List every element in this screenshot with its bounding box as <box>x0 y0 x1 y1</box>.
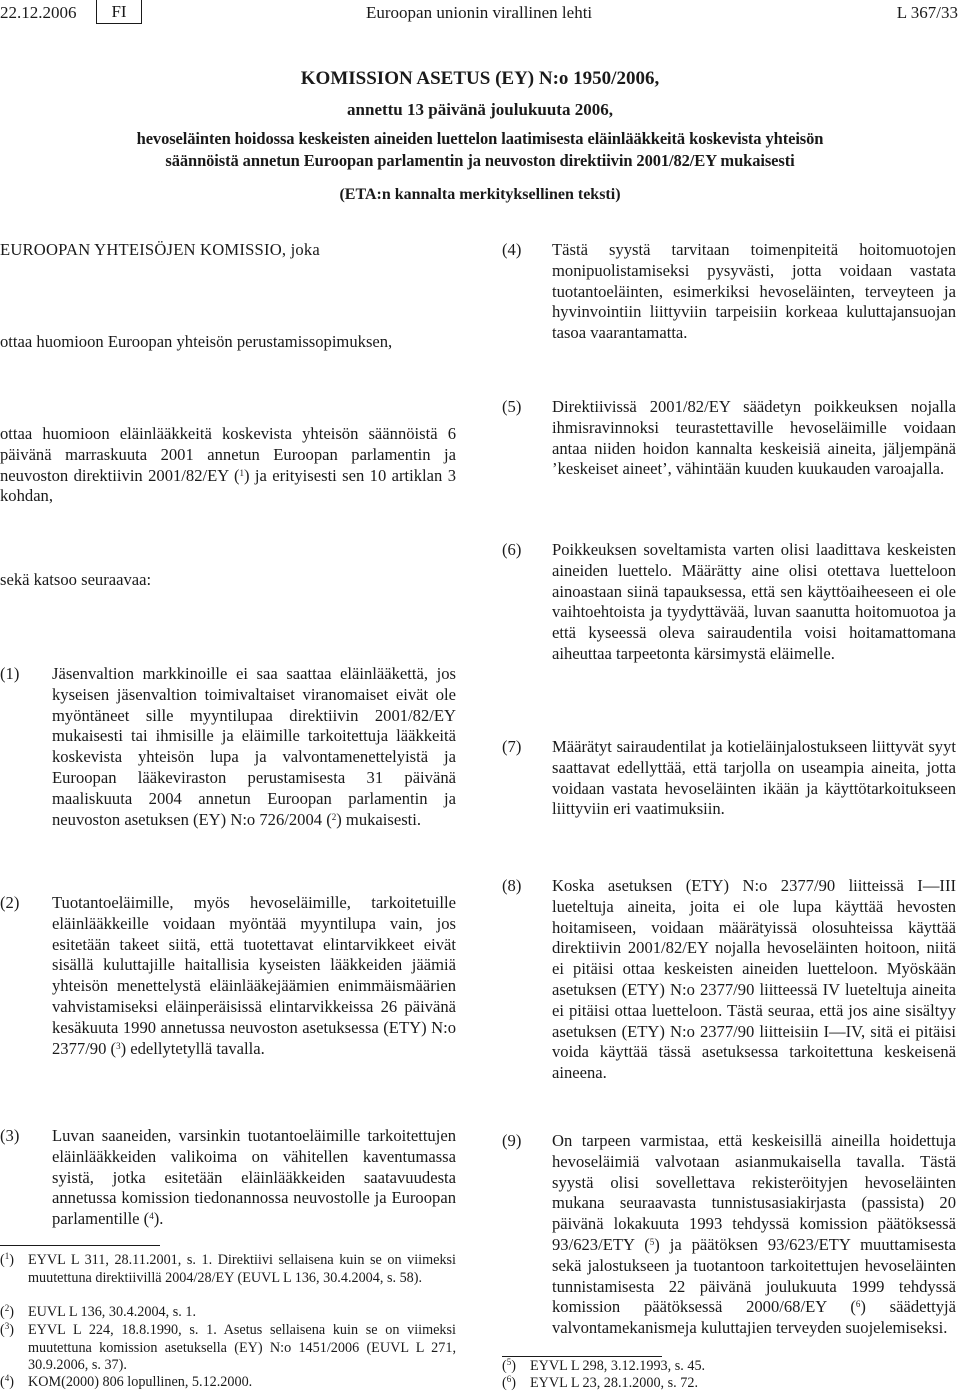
footnote-number: ($^4$) <box>0 1373 14 1390</box>
footnote-2: EUVL L 136, 30.4.2004, s. 1. <box>28 1304 197 1320</box>
regulation-subject-line2: säännöistä annetun Euroopan parlamentin ja neuvoston direktiivin 2001/82/EY mukaisesti <box>165 151 795 170</box>
language-code: FI <box>96 0 142 24</box>
footnote-ref: 2 <box>331 811 337 822</box>
journal-name: Euroopan unionin virallinen lehti <box>366 3 593 22</box>
regulation-subject-line1: hevoseläinten hoidossa keskeisten aineiden luettelon laatimisesta eläinlääkkeitä koskevista yhteisön <box>136 129 824 148</box>
footnote-1: EYVL L 311, 28.11.2001, s. 1. Direktiivi sellaisena kuin se on viimeksi muutettuna direktiivillä 2004/28/EY (EUVL L 136, 30.4.2004, s. 58). <box>28 1252 456 1286</box>
recital-number: (3) <box>0 1126 20 1145</box>
commission-intro: EUROOPAN YHTEISÖJEN KOMISSIO, joka <box>0 240 320 259</box>
recital-number: (6) <box>502 540 522 559</box>
recital-4: Tästä syystä tarvitaan toimenpiteitä hoitomuotojen monipuolistamiseksi pysyvästi, jotta voidaan vastata tuotantoeläinten, esimerkiksi hevoseläinten, terveyteen ja hyvinvointiin liittyviin tarpeisiin korkeaa kuluttajansuojan tasoa vaarantamatta. <box>552 240 956 343</box>
footnote-ref: 6 <box>855 1299 861 1310</box>
recital-7: Määrätyt sairaudentilat ja kotieläinjalostukseen liittyvät syyt saattavat edellyttää, että tarjolla on useampia aineita, jotta voidaan vastata hevoseläinten ikään ja käyttötarkoitukseen liittyviin eri vaatimuksiin. <box>552 737 956 819</box>
publication-date: 22.12.2006 <box>0 3 77 22</box>
recital-3: Luvan saaneiden, varsinkin tuotantoeläimille tarkoitettujen eläinlääkkeiden valikoima on vähitellen kaventumassa syistä, jotka esitetään eläinlääkkeiden saatavuudesta annetussa komission tiedonannossa neuvostolle ja Euroopan parlamentille ($^4$). <box>52 1126 456 1229</box>
recital-number: (4) <box>502 240 522 259</box>
recital-number: (1) <box>0 664 20 683</box>
regulation-title: KOMISSION ASETUS (EY) N:o 1950/2006, <box>300 68 660 89</box>
footnote-number: ($^1$) <box>0 1251 14 1268</box>
page-reference: L 367/33 <box>896 3 958 22</box>
footnote-separator <box>502 1356 662 1357</box>
recital-5: Direktiivissä 2001/82/EY säädetyn poikkeuksen nojalla ihmisravinnoksi teurastettaville hevoseläimille voidaan antaa niiden hoidon kannalta keskeisiä aineita, jäljempänä ’keskeiset aineet’, vähintään kuuden kuukauden varoajalla. <box>552 397 956 479</box>
footnote-ref: 1 <box>239 467 245 478</box>
recital-number: (8) <box>502 876 522 895</box>
footnote-3: EYVL L 224, 18.8.1990, s. 1. Asetus sellaisena kuin se on viimeksi muutettuna komission asetuksella (EY) N:o 1451/2006 (EUVL L 271, 30.9.2006, s. 37). <box>28 1322 456 1374</box>
footnote-number: ($^6$) <box>502 1374 516 1391</box>
footnote-6: EYVL L 23, 28.1.2000, s. 72. <box>530 1375 699 1391</box>
treaty-citation: ottaa huomioon Euroopan yhteisön perustamissopimuksen, <box>0 332 393 351</box>
recital-number: (9) <box>502 1131 522 1150</box>
footnote-4: KOM(2000) 806 lopullinen, 5.12.2000. <box>28 1374 253 1390</box>
recital-number: (7) <box>502 737 522 756</box>
whereas-intro: sekä katsoo seuraavaa: <box>0 570 152 589</box>
recital-1: Jäsenvaltion markkinoille ei saa saattaa eläinlääkettä, jos kyseisen jäsenvaltion toimivaltaiset viranomaiset eivät ole myöntäneet sille myyntilupaa direktiivin 2001/82/EY mukaisesti tai ihmisille ja eläimille tarkoitettuja lääkkeitä koskevista yhteisön lupa ja valvontamenettelyistä ja Euroopan lääkeviraston perustamisesta 31 päivänä maaliskuuta 2004 annetun Euroopan parlamentin ja neuvoston asetuksen (EY) N:o 726/2004 ($^2$) mukaisesti. <box>52 664 456 829</box>
footnote-ref: 5 <box>649 1236 655 1247</box>
footnote-5: EYVL L 298, 3.12.1993, s. 45. <box>530 1358 706 1374</box>
directive-citation: ottaa huomioon eläinlääkkeitä koskevista yhteisön säännöistä 6 päivänä marraskuuta 2001 annetun Euroopan parlamentin ja neuvoston direktiivin 2001/82/EY ($^1$) ja erityisesti sen 10 artiklan 3 kohdan, <box>0 424 456 506</box>
regulation-date: annettu 13 päivänä joulukuuta 2006, <box>347 100 613 119</box>
footnote-separator <box>0 1245 160 1246</box>
recital-2: Tuotantoeläimille, myös hevoseläimille, tarkoitetuille eläinlääkkeille voidaan myöntää myyntilupa vain, jos esitetään takeet siitä, että tuotettavat elintarvikkeet eivät sisällä kuluttajille haitallisia kyseisten lääkkeiden jäämiä yhteisön menettelystä eläinlääkejäämien enimmäismäärien vahvistamiseksi eläinperäisissä elintarvikkeissa 26 päivänä kesäkuuta 1990 annetussa neuvoston asetuksessa (ETY) N:o 2377/90 ($^3$) edellytetyllä tavalla. <box>52 893 456 1058</box>
footnote-number: ($^3$) <box>0 1321 14 1338</box>
footnote-ref: 3 <box>116 1040 121 1051</box>
footnote-ref: 4 <box>149 1211 154 1222</box>
eea-relevance: (ETA:n kannalta merkityksellinen teksti) <box>339 186 621 203</box>
recital-9: On tarpeen varmistaa, että keskeisillä aineilla hoidettuja hevoseläimiä valvotaan asianmukaisella tavalla. Tästä syystä olisi sovellettava rekisteröityjen hevoseläinten mukana seuraavasta tunnistusasiakirjasta (passista) 20 päivänä lokakuuta 1993 tehdyssä komission päätöksessä 93/623/ETY ($^5$) ja päätöksen 93/623/ETY muuttamisesta sekä jalostukseen ja tuotantoon tarkoitettujen hevoseläinten tunnistamisesta 22 päivänä joulukuuta 1999 tehdyssä komission päätöksessä 2000/68/EY ($^6$) säädettyjä valvontamekanismeja kuluttajien terveyden suojelemiseksi. <box>552 1131 956 1338</box>
footnote-number: ($^5$) <box>502 1357 516 1374</box>
recital-6: Poikkeuksen soveltamista varten olisi laadittava keskeisten aineiden luettelo. Määrätty aine olisi otettava luetteloon ainoastaan siinä tapauksessa, että sen käyttöaiheeseen ei ole vaihtoehtoista ja tyydyttävää, luvan saanutta hoitomuotoa ja että kyseessä oleva sairaudentila voisi hoitamattomana aiheuttaa tarpeetonta kärsimystä eläimelle. <box>552 540 956 663</box>
footnote-number: ($^2$) <box>0 1303 14 1320</box>
recital-number: (5) <box>502 397 522 416</box>
recital-8: Koska asetuksen (ETY) N:o 2377/90 liitteissä I—III lueteltuja aineita, joita ei ole lupa käyttää hevosten hoitamiseen, voidaan määrätyissä olosuhteissa käyttää direktiivin 2001/82/EY nojalla hevoseläinten hoitoon, niitä ei pitäisi ottaa keskeisten aineiden luetteloon. Myöskään asetuksen (ETY) N:o 2377/90 liitteessä IV lueteltuja aineita ei pitäisi ottaa luetteloon. Tästä seuraa, että jos aine sisältyy asetuksen (ETY) N:o 2377/90 liitteisiin I—IV, sitä ei pitäisi voida käyttää tässä asetuksessa tarkoitettuna keskeisenä aineena. <box>552 876 956 1083</box>
recital-number: (2) <box>0 893 20 912</box>
